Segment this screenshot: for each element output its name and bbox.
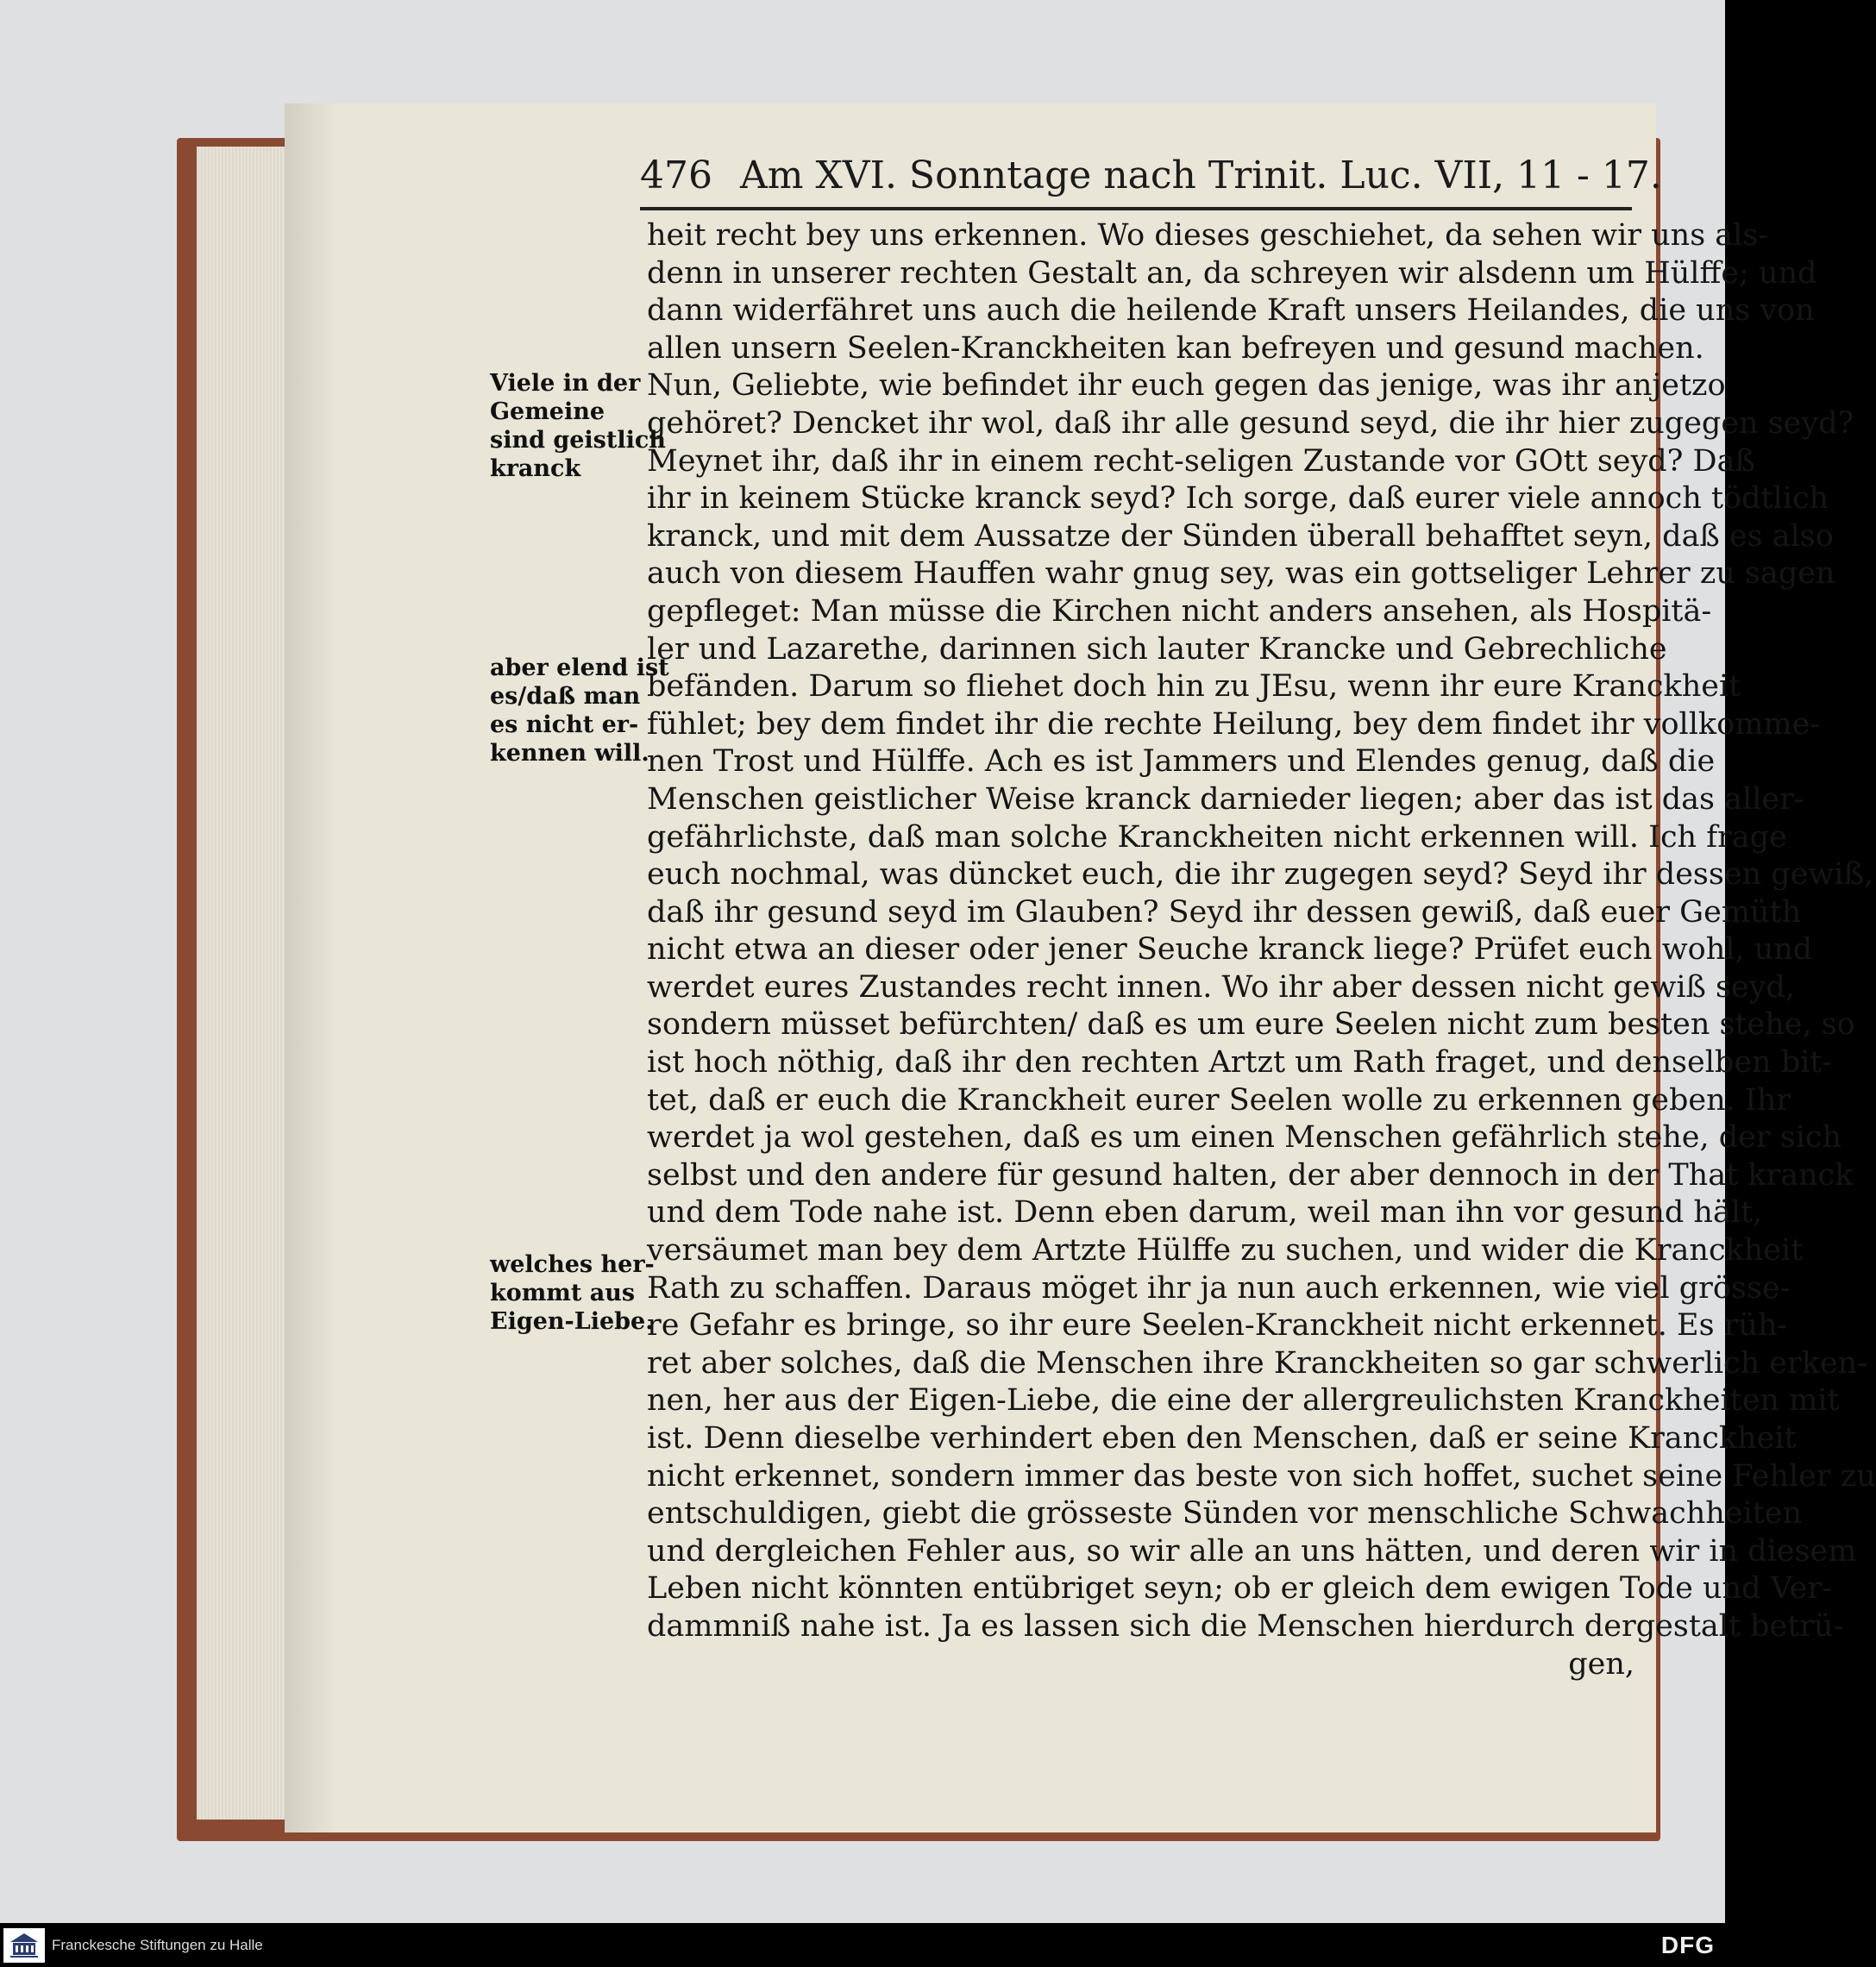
text-line: gepfleget: Man müsse die Kirchen nicht anders ansehen, als Hospitä- [647, 593, 1712, 629]
text-line: nen Trost und Hülffe. Ach es ist Jammers und Elendes genug, daß die [647, 744, 1716, 780]
margin-note-line: sind geistlich [490, 427, 666, 454]
header-rule [640, 207, 1632, 210]
running-header [640, 153, 1662, 205]
institution-logo [3, 1928, 45, 1963]
text-line: tet, daß er euch die Kranckheit eurer Seelen wolle zu erkennen geben. Ihr [647, 1082, 1791, 1118]
text-line: Menschen geistlicher Weise kranck darnieder liegen; aber das ist das aller- [647, 781, 1804, 817]
text-line: Nun, Geliebte, wie befindet ihr euch gegen das jenige, was ihr anjetzo [647, 368, 1726, 404]
text-line: dammniß nahe ist. Ja es lassen sich die Menschen hierdurch dergestalt betrü- [647, 1608, 1844, 1644]
text-line: auch von diesem Hauffen wahr gnug sey, was ein gottseliger Lehrer zu sagen [647, 556, 1835, 592]
margin-note-2 [490, 654, 669, 767]
margin-note-line: aber elend ist [490, 655, 669, 681]
text-line: werdet eures Zustandes recht innen. Wo ihr aber dessen nicht gewiß seyd, [647, 969, 1796, 1005]
text-line: befänden. Darum so fliehet doch hin zu JEsu, wenn ihr eure Kranckheit [647, 669, 1741, 705]
text-line: heit recht bey uns erkennen. Wo dieses geschiehet, da sehen wir uns als- [647, 218, 1769, 253]
text-line: Meynet ihr, daß ihr in einem recht-seligen Zustande vor GOtt seyd? Daß [647, 443, 1755, 479]
text-line: kranck, und mit dem Aussatze der Sünden überall behafftet seyn, daß es also [647, 518, 1834, 554]
text-line: sondern müsset befürchten/ daß es um eure Seelen nicht zum besten stehe, so [647, 1007, 1855, 1043]
margin-note-3 [490, 1250, 655, 1336]
text-line: nicht erkennet, sondern immer das beste von sich hoffet, suchet seine Fehler zu [647, 1458, 1876, 1494]
margin-note-line: kennen will. [490, 740, 649, 767]
margin-note-line: es nicht er- [490, 711, 639, 738]
margin-note-line: es/daß man [490, 683, 641, 710]
text-line: dann widerfähret uns auch die heilende Kraft unsers Heilandes, die uns von [647, 293, 1815, 329]
text-line: gen, [1568, 1646, 1634, 1682]
text-line: und dem Tode nahe ist. Denn eben darum, weil man ihn vor gesund hält, [647, 1195, 1763, 1231]
text-line: ler und Lazarethe, darinnen sich lauter Krancke und Gebrechliche [647, 631, 1667, 667]
text-line: allen unsern Seelen-Kranckheiten kan befreyen und gesund machen. [647, 330, 1704, 366]
text-line: denn in unserer rechten Gestalt an, da schreyen wir alsdenn um Hülffe; und [647, 255, 1817, 291]
text-line: gehöret? Dencket ihr wol, daß ihr alle gesund seyd, die ihr hier zugegen seyd? [647, 405, 1854, 441]
page-number: 476 [640, 153, 712, 197]
margin-note-line: Eigen-Liebe. [490, 1308, 654, 1335]
margin-note-line: kranck [490, 455, 581, 482]
text-line: ret aber solches, daß die Menschen ihre Kranckheiten so gar schwerlich erken- [647, 1345, 1868, 1381]
text-line: ihr in keinem Stücke kranck seyd? Ich sorge, daß eurer viele annoch tödtlich [647, 481, 1829, 517]
text-line: gefährlichste, daß man solche Kranckheiten nicht erkennen will. Ich frage [647, 819, 1787, 855]
margin-note-line: Viele in der [490, 370, 641, 397]
text-line: daß ihr gesund seyd im Glauben? Seyd ihr dessen gewiß, daß euer Gemüth [647, 894, 1802, 930]
dfg-badge: DFG [1660, 1932, 1715, 1958]
text-line: Rath zu schaffen. Daraus möget ihr ja nun auch erkennen, wie viel grösse- [647, 1270, 1791, 1306]
institution-name: Franckesche Stiftungen zu Halle [52, 1937, 263, 1953]
text-line: nicht etwa an dieser oder jener Seuche kranck liege? Prüfet euch wohl, und [647, 932, 1813, 968]
text-line: und dergleichen Fehler aus, so wir alle an uns hätten, und deren wir in diesem [647, 1533, 1857, 1569]
text-line: Leben nicht könnten entübriget seyn; ob er gleich dem ewigen Tode und Ver- [647, 1571, 1832, 1607]
text-line: nen, her aus der Eigen-Liebe, die eine der allergreulichsten Kranckheiten mit [647, 1383, 1840, 1419]
margin-note-line: welches her- [490, 1251, 655, 1278]
margin-note-line: kommt aus [490, 1280, 636, 1306]
building-icon [7, 1931, 41, 1960]
text-line: re Gefahr es bringe, so ihr eure Seelen-Kranckheit nicht erkennet. Es rüh- [647, 1308, 1788, 1344]
margin-note-line: Gemeine [490, 398, 605, 425]
text-line: ist. Denn dieselbe verhindert eben den Menschen, daß er seine Kranckheit [647, 1421, 1797, 1456]
body-text [647, 217, 1876, 1683]
text-line: werdet ja wol gestehen, daß es um einen Menschen gefährlich stehe, der sich [647, 1120, 1842, 1156]
text-line: entschuldigen, giebt die grösseste Sünden vor menschliche Schwachheiten [647, 1496, 1803, 1532]
text-line: versäumet man bey dem Artzte Hülffe zu suchen, und wider die Kranckheit [647, 1233, 1804, 1269]
text-line: fühlet; bey dem findet ihr die rechte Heilung, bey dem findet ihr vollkomme- [647, 706, 1821, 742]
text-line: selbst und den andere für gesund halten, der aber dennoch in der That kranck [647, 1157, 1854, 1193]
margin-note-1 [490, 369, 666, 483]
text-line: ist hoch nöthig, daß ihr den rechten Artzt um Rath fraget, und denselben bit- [647, 1045, 1833, 1081]
page-title: Am XVI. Sonntage nach Trinit. Luc. VII, 11 - 17. [739, 153, 1662, 197]
text-line: euch nochmal, was düncket euch, die ihr zugegen seyd? Seyd ihr dessen gewiß, [647, 857, 1873, 893]
